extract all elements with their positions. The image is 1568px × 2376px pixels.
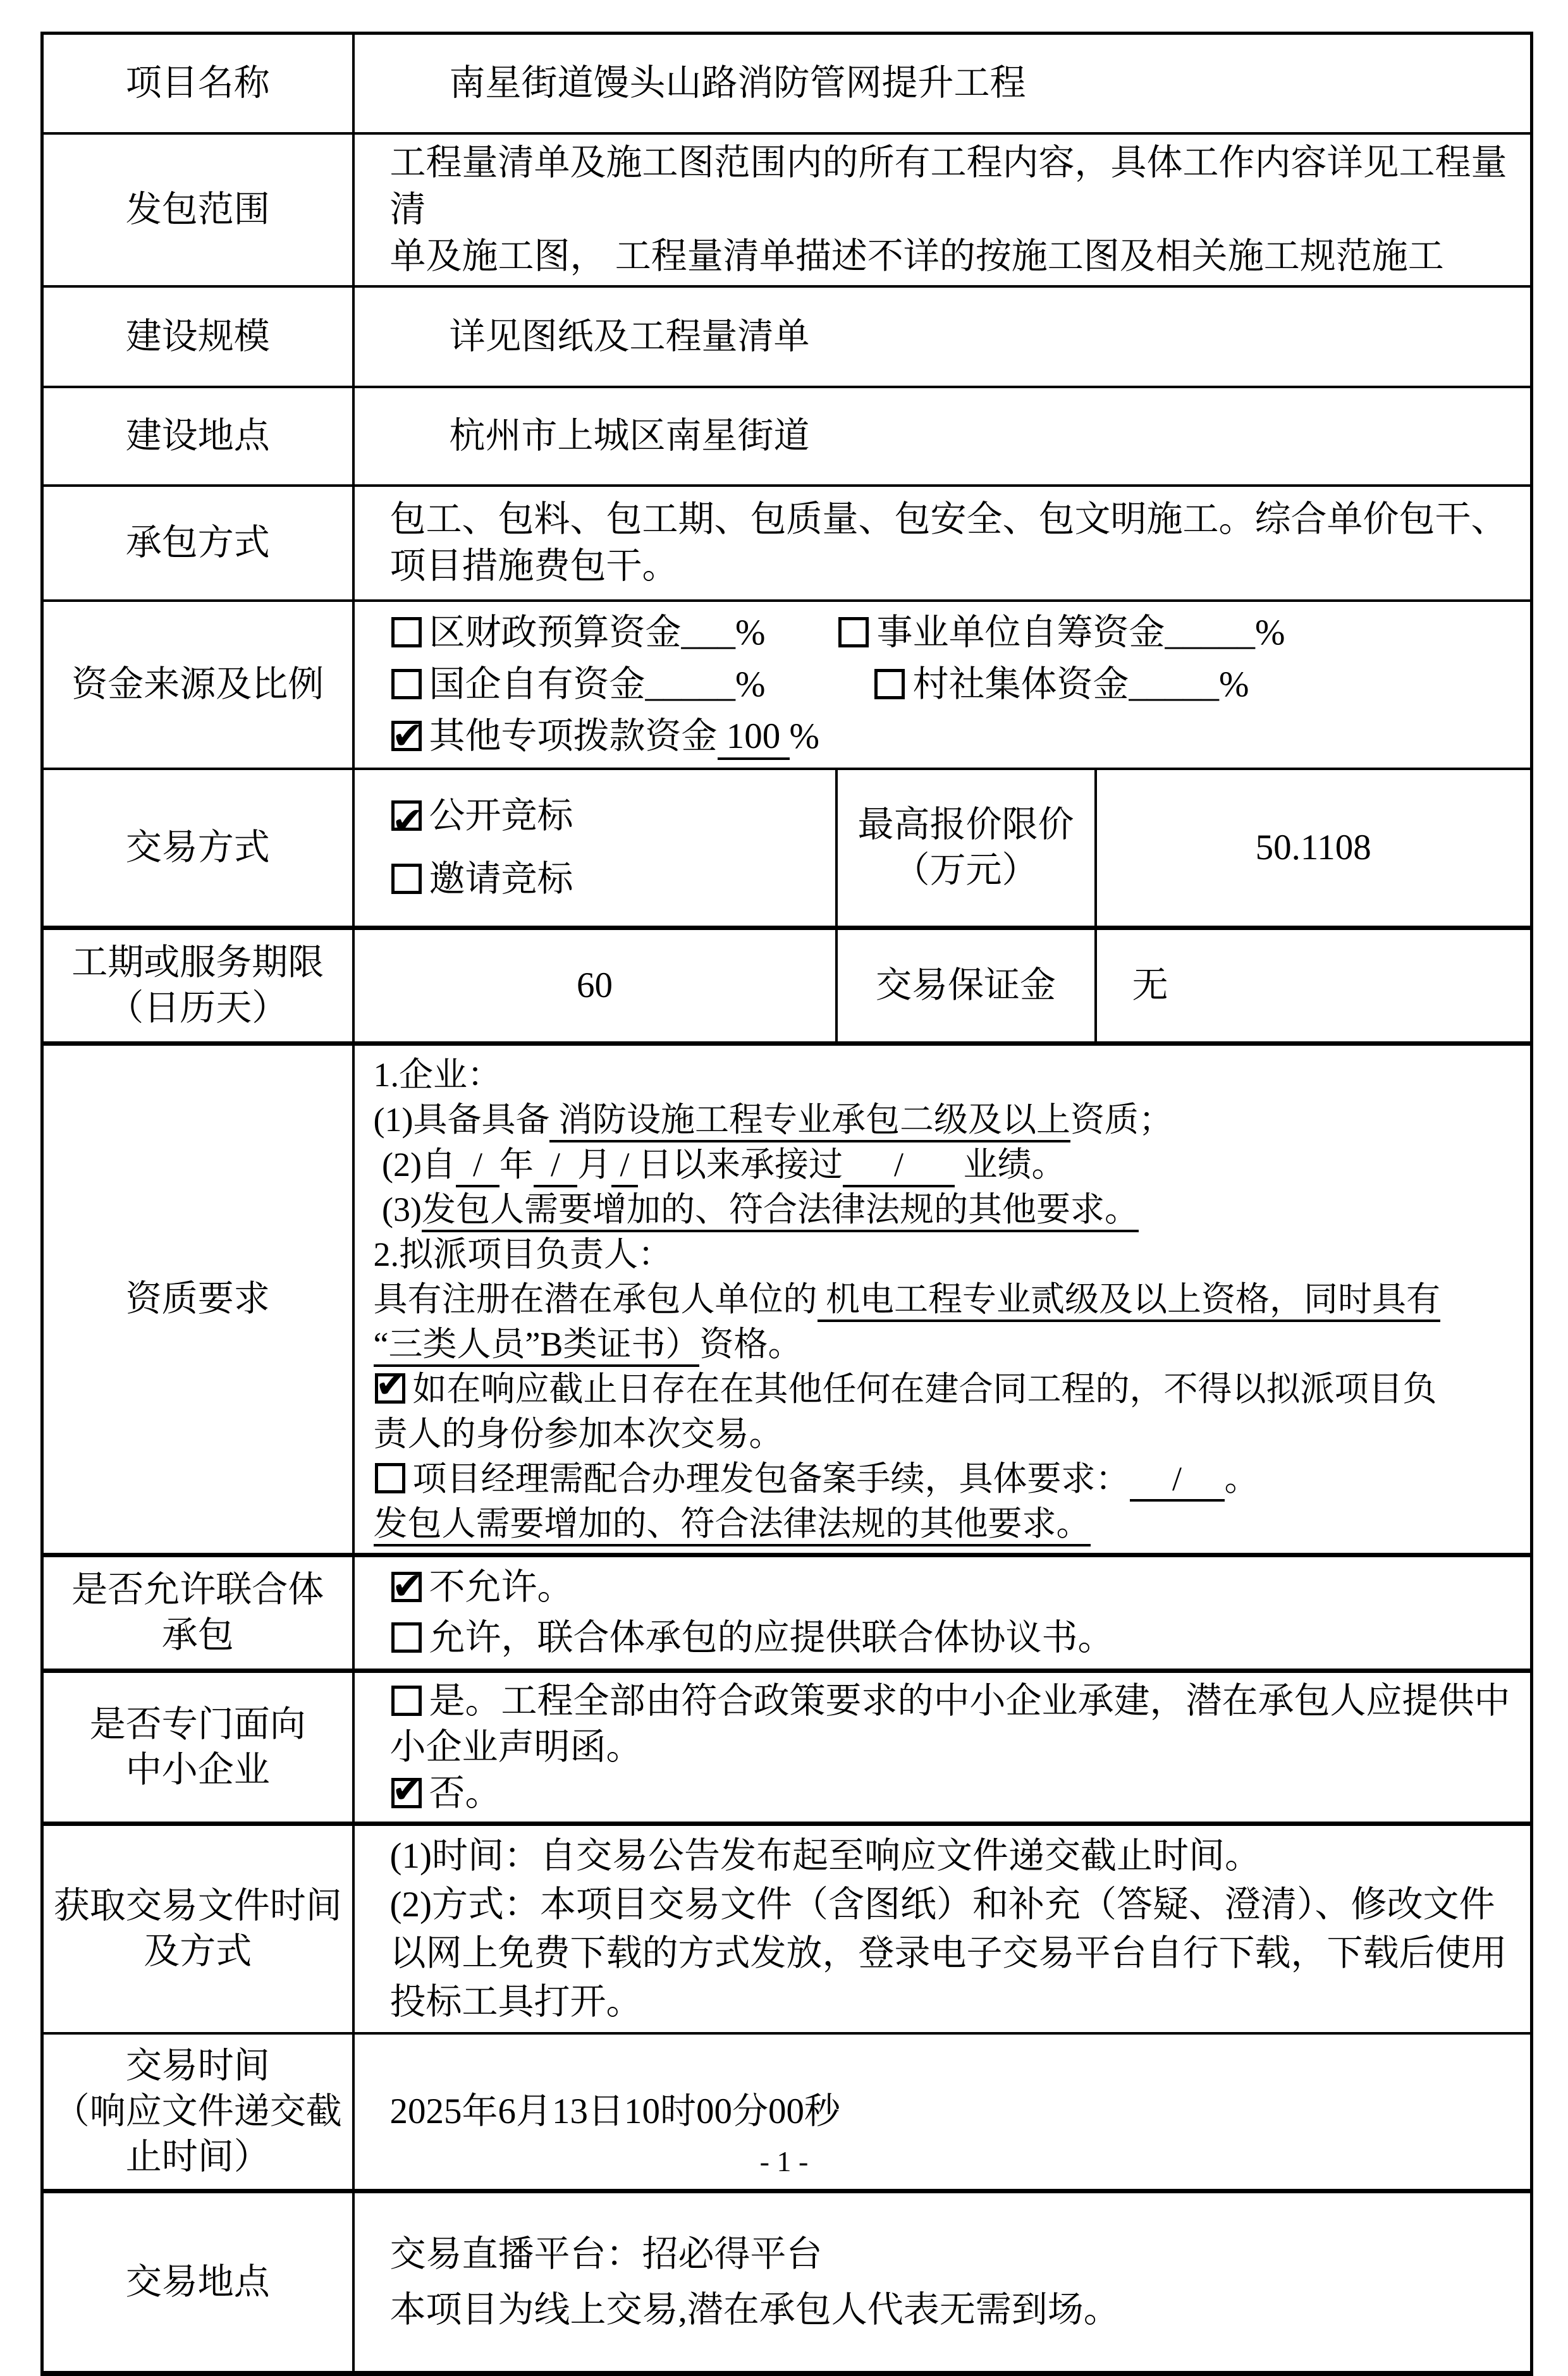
transaction-time-value: 2025年6月13日10时00分00秒 [353,2033,1532,2191]
text-line [374,1367,1513,1412]
checkbox-unchecked-icon [391,1686,422,1716]
text-segment: 公开竞标 [429,796,573,836]
text-segment: 国企自有资金_____% [429,664,766,704]
row-duration [42,928,1532,1044]
contract-scope-value [353,133,1532,286]
checkbox-checked-icon [391,721,422,751]
text-segment: 事业单位自筹资金_____% [876,613,1285,652]
text-segment: 如在响应截止日存在在其他任何在建合同工程的，不得以拟派项目负 [412,1369,1437,1408]
text-segment: 区财政预算资金___% [429,613,766,652]
text-line [374,1142,1513,1187]
construction-location-value: 杭州市上城区南星街道 [353,387,1532,486]
text-line: 及方式 [144,1932,252,1971]
row-document-access [42,1824,1532,2034]
consortium-options [353,1555,1532,1671]
text-line: 止时间） [125,2137,270,2177]
text-line [374,1053,1513,1098]
text-line [374,1232,1513,1277]
checkbox-unchecked-icon [838,617,869,647]
text-segment: 1.企业： [373,1055,501,1094]
transaction-method-label: 交易方式 [42,769,353,928]
text-segment: (3) [373,1190,422,1228]
row-sme [42,1671,1532,1824]
text-line: 承包 [161,1615,234,1655]
text-line [390,659,1512,711]
text-line: 是否允许联合体 [71,1570,324,1610]
text-line: 投标工具打开。 [389,1982,642,2022]
text-segment: 年 [499,1145,534,1184]
text-line [374,1098,1513,1142]
checkbox-checked-icon [391,1778,422,1808]
text-segment: 2.拟派项目负责人： [373,1235,672,1273]
text-segment: 业绩。 [955,1145,1066,1184]
sme-label [42,1671,353,1824]
text-line [390,785,816,848]
text-line [390,711,1512,762]
text-segment: 允许，联合体承包的应提供联合体协议书。 [429,1618,1114,1658]
text-line: 中小企业 [125,1749,270,1790]
deposit-label: 交易保证金 [836,928,1096,1044]
text-segment: 资格。 [699,1325,802,1363]
contracting-method-value [353,486,1532,601]
text-segment: 其他专项拨款资金 [429,716,718,756]
checkbox-unchecked-icon [874,669,905,699]
text-line: 本项目为线上交易,潜在承包人代表无需到场。 [389,2289,1120,2330]
row-qualification [42,1044,1532,1555]
checkbox-checked-icon [391,800,422,831]
text-line [390,607,1512,659]
text-line [390,1562,1512,1613]
text-segment: 责人的身份参加本次交易。 [373,1414,783,1453]
underlined-text: / [1130,1460,1225,1502]
max-price-label [836,769,1096,928]
underlined-text: 发包人需要增加的、符合法律法规的其他要求。 [374,1505,1091,1546]
page-number: - 1 - [759,2145,809,2177]
text-line: 交易直播平台：招必得平台 [389,2234,823,2274]
underlined-text: 100 [718,716,790,760]
underlined-text: 消防设施工程专业承包二级及以上 [549,1101,1070,1142]
deposit-value: 无 [1096,928,1532,1044]
checkbox-unchecked-icon [391,669,422,699]
text-line: （万元） [893,850,1038,890]
checkbox-unchecked-icon [391,617,422,647]
text-segment: (1)具备具备 [373,1100,550,1139]
underlined-text: “三类人员”B类证书） [374,1325,700,1367]
contracting-method-label: 承包方式 [42,486,353,601]
text-line: 项目措施费包干。 [389,546,678,586]
row-contracting-method [42,486,1532,601]
text-line [374,1412,1513,1457]
text-line [390,1770,1512,1816]
text-segment [765,613,837,652]
checkbox-unchecked-icon [391,1622,422,1653]
underlined-text: / [611,1146,638,1187]
row-construction-scale [42,286,1532,387]
text-segment: 资质； [1070,1100,1173,1139]
funding-source-label: 资金来源及比例 [42,601,353,769]
text-line [374,1187,1513,1232]
underlined-text: / [456,1146,499,1187]
text-line [374,1502,1513,1546]
consortium-label [42,1555,353,1671]
row-contract-scope [42,133,1532,286]
text-line: （响应文件递交截 [53,2091,342,2131]
text-segment: 否。 [429,1773,501,1813]
row-transaction-place [42,2191,1532,2374]
construction-scale-value: 详见图纸及工程量清单 [353,286,1532,387]
checkbox-checked-icon [391,1572,422,1602]
checkbox-unchecked-icon [391,864,422,894]
text-line: (1)时间：自交易公告发布起至响应文件递交截止时间。 [389,1836,1261,1876]
text-segment: 邀请竞标 [429,859,573,899]
construction-location-label: 建设地点 [42,387,353,486]
row-transaction-method [42,769,1532,928]
document-access-value [353,1824,1532,2034]
checkbox-checked-icon [375,1373,405,1404]
text-segment: 村社集体资金_____% [912,664,1249,704]
underlined-text: 发包人需要增加的、符合法律法规的其他要求。 [422,1191,1139,1232]
text-line: 单及施工图， 工程量清单描述不详的按施工图及相关施工规范施工 [389,236,1444,276]
text-line [374,1457,1513,1502]
construction-scale-label: 建设规模 [42,286,353,387]
text-segment: 小企业声明函。 [389,1727,642,1767]
text-segment: 日以来承接过 [638,1145,843,1184]
text-segment: 是。工程全部由符合政策要求的中小企业承建，潜在承包人应提供中 [429,1681,1510,1721]
document-access-label [42,1824,353,2034]
transaction-place-label: 交易地点 [42,2191,353,2374]
text-line: （日历天） [107,988,288,1028]
project-name-label: 项目名称 [42,34,353,134]
underlined-text: / [843,1146,955,1187]
duration-label [42,928,353,1044]
transaction-method-options [353,769,836,928]
text-segment: % [789,716,819,756]
text-line: 交易时间 [125,2046,270,2086]
row-construction-location [42,387,1532,486]
duration-value: 60 [353,928,836,1044]
qualification-label: 资质要求 [42,1044,353,1555]
text-line [374,1322,1513,1367]
text-line: 最高报价限价 [857,805,1074,845]
text-line [374,1277,1513,1322]
text-segment: (2)自 [373,1145,456,1184]
text-segment: 项目经理需配合办理发包备案手续，具体要求： [412,1459,1130,1498]
text-line: 包工、包料、包工期、包质量、包安全、包文明施工。综合单价包干、 [389,499,1507,539]
row-project-name [42,34,1532,134]
row-funding-source [42,601,1532,769]
text-line: 工期或服务期限 [71,943,324,983]
max-price-value: 50.1108 [1096,769,1532,928]
underlined-text: / [534,1146,577,1187]
text-segment: 月 [577,1145,611,1184]
text-line [390,848,816,911]
text-segment [765,664,873,704]
checkbox-unchecked-icon [375,1463,405,1493]
contract-scope-label: 发包范围 [42,133,353,286]
qualification-requirements-text [353,1044,1532,1555]
text-segment: 不允许。 [429,1567,573,1607]
underlined-text: 机电工程专业贰级及以上资格，同时具有 [818,1280,1441,1322]
row-consortium [42,1555,1532,1671]
text-segment: 。 [1224,1459,1259,1498]
sme-options [353,1671,1532,1824]
text-segment: 具有注册在潜在承包人单位的 [373,1280,818,1318]
text-line [390,1678,1512,1724]
text-line [390,1613,1512,1663]
text-line: 是否专门面向 [89,1704,306,1744]
text-line: 以网上免费下载的方式发放，登录电子交易平台自行下载，下载后使用 [389,1933,1507,1973]
funding-source-options [353,601,1532,769]
project-name-value: 南星街道馒头山路消防管网提升工程 [353,34,1532,134]
text-line: 工程量清单及施工图范围内的所有工程内容，具体工作内容详见工程量清 [389,143,1507,230]
text-line: 获取交易文件时间 [53,1886,342,1926]
text-line [390,1724,1512,1770]
text-line: (2)方式：本项目交易文件（含图纸）和补充（答疑、澄清）、修改文件 [389,1885,1495,1925]
transaction-place-value [353,2191,1532,2374]
project-info-table [40,32,1533,2376]
